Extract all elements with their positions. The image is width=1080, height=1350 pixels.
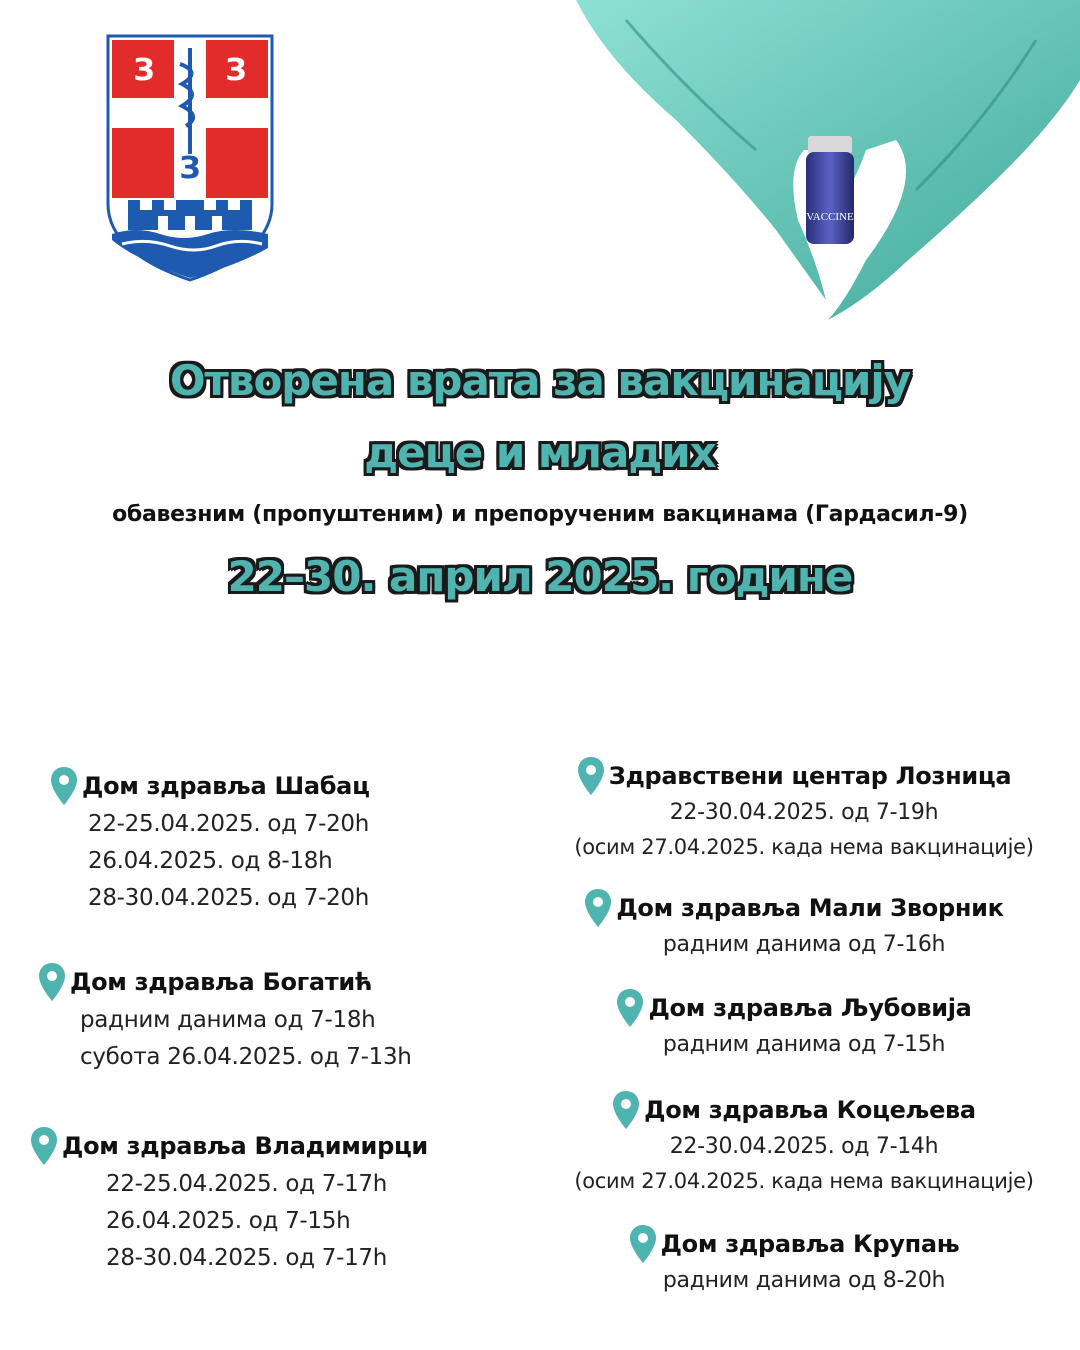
schedule-line: 28-30.04.2025. од 7-17h xyxy=(106,1245,388,1271)
location-pin-icon xyxy=(616,988,644,1028)
crest-letter-center: З xyxy=(179,151,201,186)
location-bogatic xyxy=(38,962,412,1076)
crest-logo xyxy=(106,34,274,282)
crest-letter-left: З xyxy=(133,53,155,88)
location-pin-icon xyxy=(577,756,605,796)
schedule-line: 22-30.04.2025. од 7-19h xyxy=(669,800,939,825)
schedule-line: (осим 27.04.2025. када нема вакцинације) xyxy=(574,1169,1034,1193)
location-vladimirci xyxy=(30,1126,428,1277)
schedule-line: радним данима од 7-16h xyxy=(662,932,946,957)
schedule-line: 22-25.04.2025. од 7-17h xyxy=(106,1171,388,1197)
subtitle: обавезним (пропуштеним) и препорученим вакцинама (Гардасил-9) xyxy=(112,502,968,527)
campaign-dates: 22–30. април 2025. године xyxy=(227,552,853,601)
location-pin-icon xyxy=(50,766,78,806)
location-mali-zvornik xyxy=(530,888,1078,962)
schedule-line: радним данима од 7-18h xyxy=(80,1007,376,1033)
schedule-line: субота 26.04.2025. од 7-13h xyxy=(80,1044,412,1070)
location-pin-icon xyxy=(629,1224,657,1264)
schedule-line: 26.04.2025. од 7-15h xyxy=(106,1208,351,1234)
title-line-2: деце и младих xyxy=(364,428,716,477)
gloved-hands-vaccine-image xyxy=(566,0,1080,330)
location-krupanj xyxy=(530,1224,1078,1298)
location-pin-icon xyxy=(584,888,612,928)
vial-label: VACCINE xyxy=(806,211,854,223)
location-name: Дом здравља Мали Зворник xyxy=(616,894,1004,922)
schedule-line: 22-25.04.2025. од 7-20h xyxy=(88,811,370,837)
schedule-line: 22-30.04.2025. од 7-14h xyxy=(669,1134,939,1159)
location-koceljeva xyxy=(530,1090,1078,1198)
schedule-line: 28-30.04.2025. од 7-20h xyxy=(88,885,370,911)
location-pin-icon xyxy=(30,1126,58,1166)
location-name: Дом здравља Шабац xyxy=(82,772,370,800)
schedule-line: радним данима од 8-20h xyxy=(662,1268,946,1293)
location-pin-icon xyxy=(38,962,66,1002)
location-name: Дом здравља Љубовија xyxy=(648,994,972,1022)
crest-letter-right: З xyxy=(225,53,247,88)
location-name: Дом здравља Богатић xyxy=(70,968,373,996)
location-name: Здравствени центар Лозница xyxy=(608,762,1012,790)
title-line-1: Отворена врата за вакцинацију xyxy=(169,356,911,405)
schedule-line: (осим 27.04.2025. када нема вакцинације) xyxy=(574,835,1034,859)
location-name: Дом здравља Крупањ xyxy=(660,1230,960,1258)
schedule-line: 26.04.2025. од 8-18h xyxy=(88,848,333,874)
location-sabac xyxy=(50,766,370,917)
schedule-line: радним данима од 7-15h xyxy=(662,1032,946,1057)
location-name: Дом здравља Владимирци xyxy=(62,1132,428,1160)
location-ljubovija xyxy=(530,988,1078,1062)
location-name: Дом здравља Коцељева xyxy=(644,1096,976,1124)
location-loznica xyxy=(530,756,1078,864)
location-pin-icon xyxy=(612,1090,640,1130)
